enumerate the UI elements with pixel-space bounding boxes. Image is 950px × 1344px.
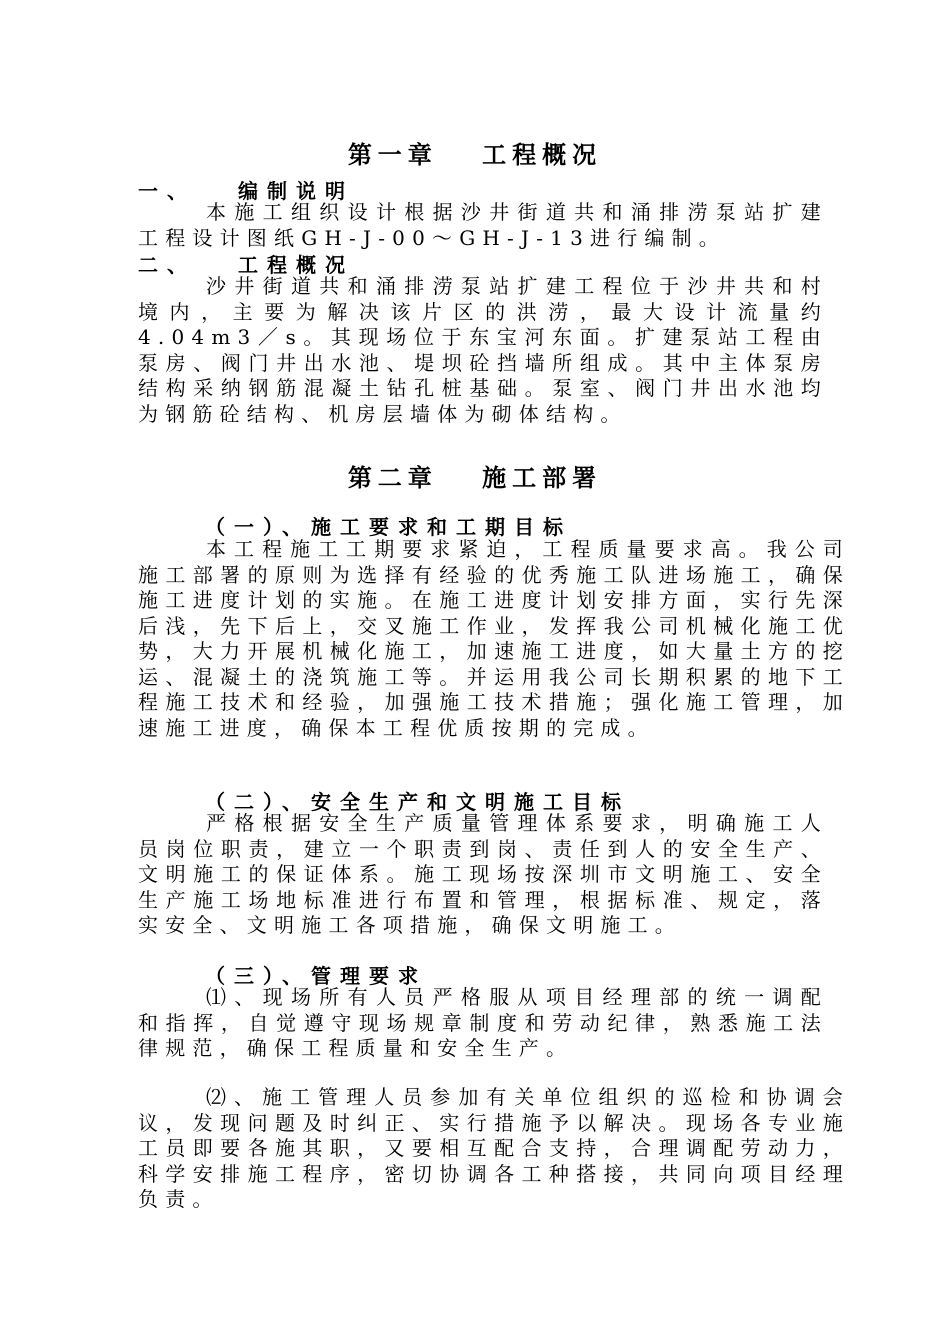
chapter-2-title: 第二章 施工部署: [347, 463, 603, 492]
section-1-paragraph: 本施工组织设计根据沙井街道共和涌排涝泵站扩建工程设计图纸GH-J-00～GH-J-13进行编制。: [138, 200, 828, 250]
subsection-3-item-2: ⑵、施工管理人员参加有关单位组织的巡检和协调会议，发现问题及时纠正、实行措施予以解决。现场各专业施工员即要各施其职，又要相互配合支持，合理调配劳动力，科学安排施工程序，密切协调各工种搭接，共同向项目经理负责。: [138, 1085, 850, 1211]
subsection-1-paragraph: 本工程施工工期要求紧迫，工程质量要求高。我公司施工部署的原则为选择有经验的优秀施工队进场施工，确保施工进度计划的实施。在施工进度计划安排方面，实行先深后浅，先下后上，交叉施工作业，发挥我公司机械化施工优势，大力开展机械化施工，加速施工进度，如大量土方的挖运、混凝土的浇筑施工等。并运用我公司长期积累的地下工程施工技术和经验，加强施工技术措施；强化施工管理，加速施工进度，确保本工程优质按期的完成。: [138, 537, 850, 740]
chapter-1-title: 第一章 工程概况: [347, 140, 603, 169]
subsection-3-item-1: ⑴、现场所有人员严格服从项目经理部的统一调配和指挥，自觉遵守现场规章制度和劳动纪律，熟悉施工法律规范，确保工程质量和安全生产。: [138, 985, 828, 1060]
subsection-1-heading: （一）、施工要求和工期目标: [205, 515, 572, 539]
section-1-number: 一、: [138, 179, 196, 203]
subsection-2-paragraph: 严格根据安全生产质量管理体系要求，明确施工人员岗位职责，建立一个职责到岗、责任到人的安全生产、文明施工的保证体系。施工现场按深圳市文明施工、安全生产施工场地标准进行布置和管理，根据标准、规定，落实安全、文明施工各项措施，确保文明施工。: [138, 811, 828, 937]
section-1-title: 编制说明: [238, 179, 354, 203]
section-2-title: 工程概况: [238, 253, 354, 277]
subsection-3-heading: （三）、管理要求: [205, 964, 427, 988]
section-2-paragraph: 沙井街道共和涌排涝泵站扩建工程位于沙井共和村境内，主要为解决该片区的洪涝，最大设计流量约4.04m3／s。其现场位于东宝河东面。扩建泵站工程由泵房、阀门井出水池、堤坝砼挡墙所组成。其中主体泵房结构采纳钢筋混凝土钻孔桩基础。泵室、阀门井出水池均为钢筋砼结构、机房层墙体为砌体结构。: [138, 274, 828, 426]
subsection-2-heading: （二）、安全生产和文明施工目标: [205, 790, 630, 814]
section-2-number: 二、: [138, 253, 196, 277]
